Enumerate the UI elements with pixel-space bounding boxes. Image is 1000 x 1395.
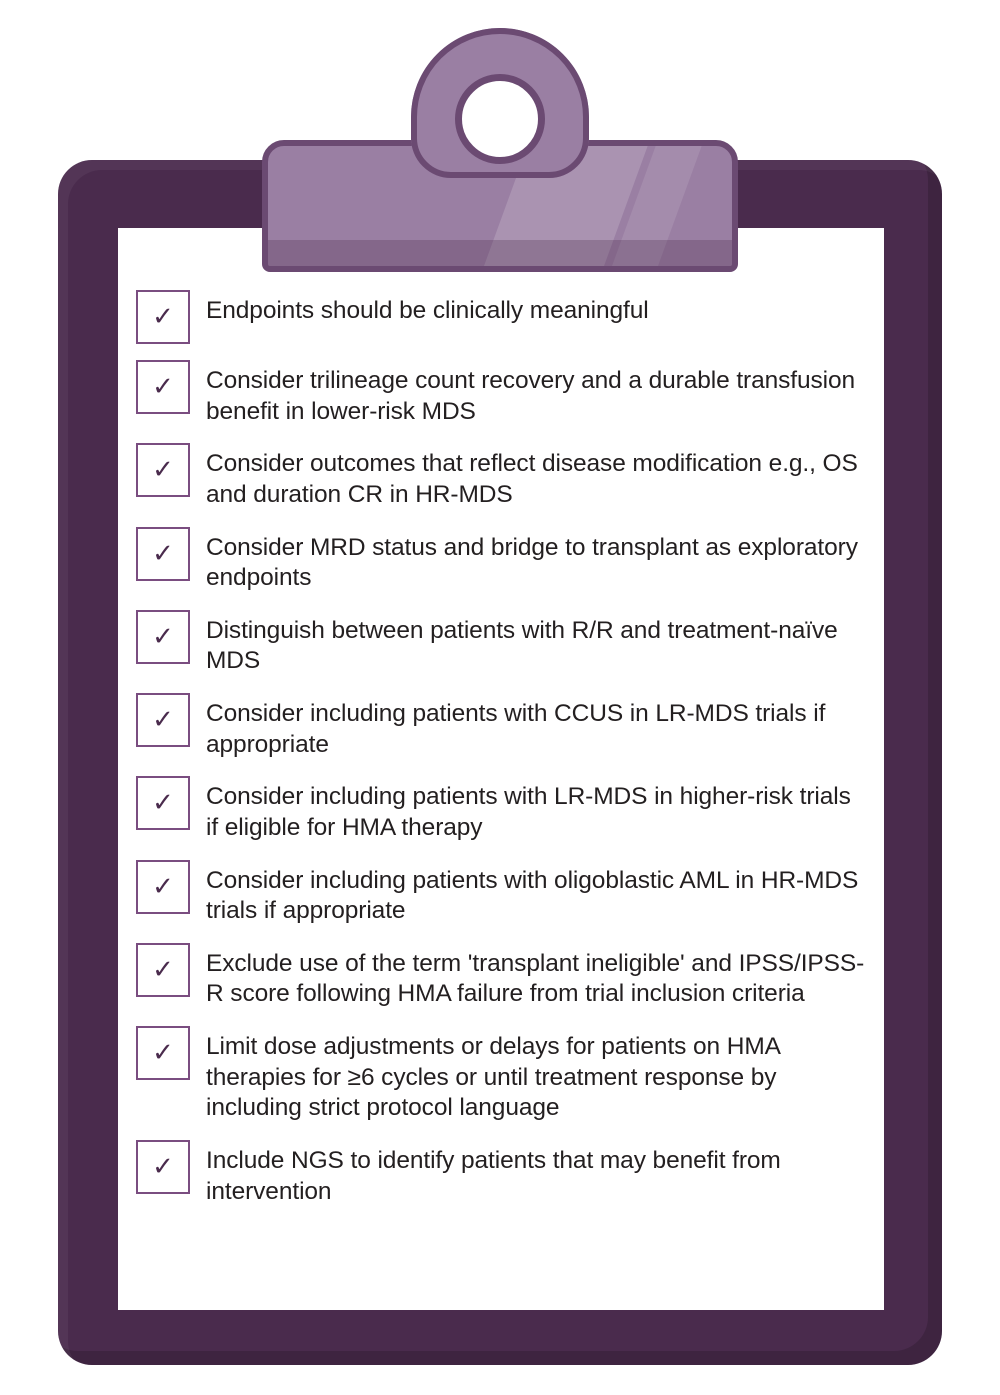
list-item-label: Consider including patients with oligoblastic AML in HR-MDS trials if appropriate [206,866,859,925]
list-item-label: Include NGS to identify patients that may benefit from intervention [206,1146,781,1205]
checkbox[interactable] [136,776,190,830]
check-icon: ✓ [152,454,174,485]
list-item[interactable] [136,776,866,843]
checkbox[interactable] [136,290,190,344]
checkbox[interactable] [136,610,190,664]
check-icon: ✓ [152,787,174,818]
clip-ring-hole [455,74,545,164]
list-item[interactable] [136,693,866,760]
checkbox[interactable] [136,943,190,997]
check-icon: ✓ [152,620,174,651]
list-item-label: Consider including patients with LR-MDS in higher-risk trials if eligible for HMA therapy [206,783,851,841]
list-item[interactable] [136,1140,866,1207]
checkbox[interactable] [136,443,190,497]
checkbox[interactable] [136,1140,190,1194]
check-icon: ✓ [152,371,174,401]
list-item-label: Distinguish between patients with R/R and treatment-naïve MDS [206,616,838,675]
checkbox[interactable] [136,693,190,747]
check-icon: ✓ [152,537,174,568]
list-item-label: Consider including patients with CCUS in LR-MDS trials if appropriate [206,700,826,758]
check-icon: ✓ [152,301,174,331]
checkbox[interactable] [136,1026,190,1080]
check-icon: ✓ [152,1150,174,1181]
checkbox[interactable] [136,360,190,414]
checkbox[interactable] [136,860,190,914]
check-icon: ✓ [152,704,174,734]
list-item[interactable] [136,360,866,427]
list-item-label: Exclude use of the term 'transplant ineligible' and IPSS/IPSS-R score following HMA failure from trial inclusion criteria [206,949,865,1008]
clip-base-shadow [268,240,732,266]
list-item[interactable] [136,443,866,510]
check-icon: ✓ [152,870,174,901]
check-icon: ✓ [152,953,174,984]
list-item-label: Consider outcomes that reflect disease modification e.g., OS and duration CR in HR-MDS [206,450,858,508]
list-item-label: Limit dose adjustments or delays for patients on HMA therapies for ≥6 cycles or until treatment response by including strict protocol language [206,1033,780,1122]
list-item[interactable] [136,290,866,344]
list-item[interactable] [136,610,866,677]
checkbox[interactable] [136,527,190,581]
checklist [136,290,866,1223]
list-item[interactable] [136,527,866,594]
list-item-label: Consider MRD status and bridge to transplant as exploratory endpoints [206,533,858,592]
list-item[interactable] [136,943,866,1010]
list-item-label: Endpoints should be clinically meaningful [206,297,649,324]
list-item-label: Consider trilineage count recovery and a durable transfusion benefit in lower-risk MDS [206,367,856,425]
clipboard-clip-ring [411,28,589,188]
check-icon: ✓ [152,1037,174,1067]
list-item[interactable] [136,1026,866,1124]
list-item[interactable] [136,860,866,927]
